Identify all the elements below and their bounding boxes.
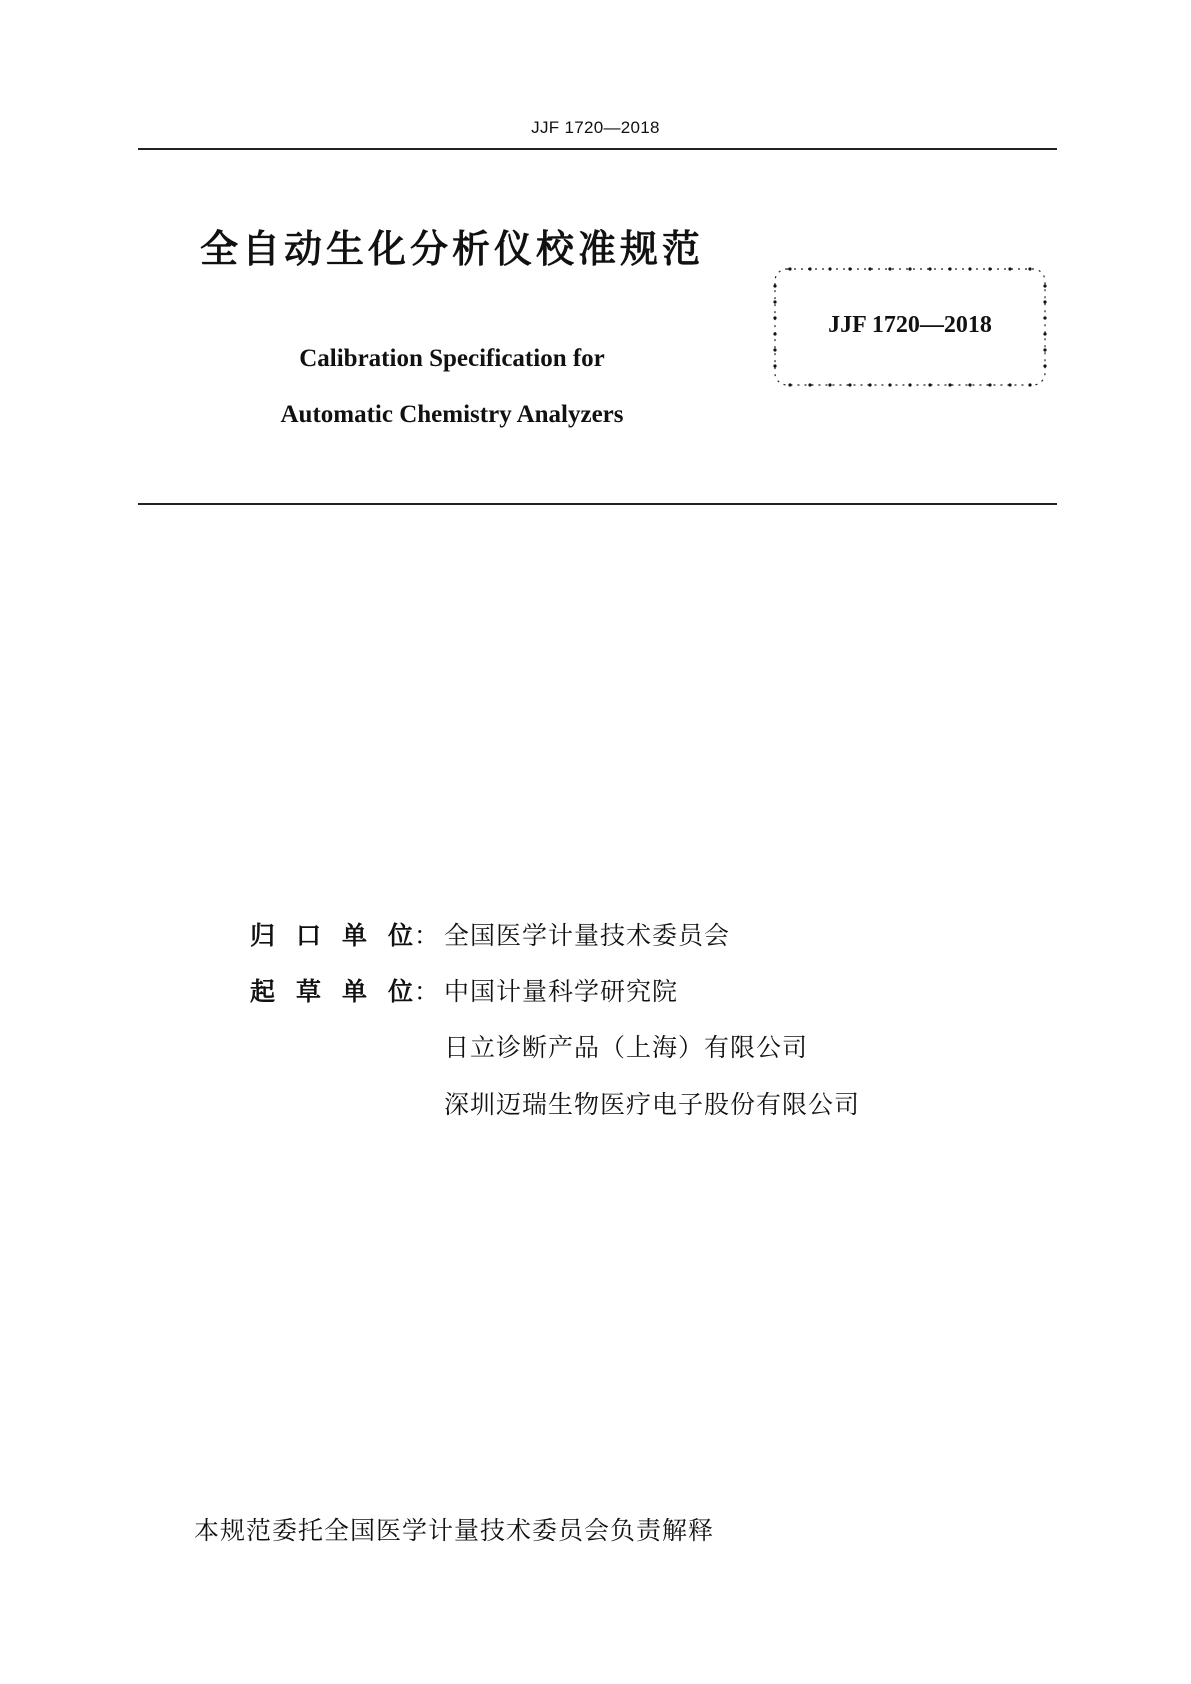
- ornament-dot: [828, 267, 831, 270]
- drafting-unit-value-3: 深圳迈瑞生物医疗电子股份有限公司: [444, 1090, 861, 1119]
- label-char: 口: [296, 921, 322, 950]
- ornament-dot: [788, 383, 791, 386]
- ornament-dot: [788, 267, 791, 270]
- responsible-unit-label: [250, 916, 444, 952]
- title-chinese: 全自动生化分析仪校准规范: [200, 227, 705, 271]
- document-code: JJF 1720—2018: [828, 312, 992, 338]
- ornament-dot: [1043, 284, 1046, 287]
- label-colon: ：: [414, 921, 440, 950]
- document-code-frame: [772, 266, 1048, 388]
- ornament-dot: [1028, 383, 1031, 386]
- title-english-line1: Calibration Specification for: [299, 345, 605, 372]
- ornament-dot: [773, 348, 776, 351]
- ornament-dot: [868, 267, 871, 270]
- ornament-dot: [908, 383, 911, 386]
- ornament-dot: [988, 267, 991, 270]
- ornament-dot: [948, 383, 951, 386]
- label-char: 起: [250, 977, 276, 1006]
- interpretation-note: 本规范委托全国医学计量技术委员会负责解释: [194, 1516, 715, 1545]
- drafting-unit-row: [250, 1028, 808, 1064]
- ornament-dot: [1008, 383, 1011, 386]
- title-english-line2: Automatic Chemistry Analyzers: [280, 401, 624, 428]
- drafting-unit-label: [250, 972, 444, 1008]
- ornament-dot: [928, 267, 931, 270]
- title-divider: [138, 503, 1057, 505]
- ornament-dot: [948, 267, 951, 270]
- label-char: 单: [342, 977, 368, 1006]
- label-char: 归: [250, 921, 276, 950]
- ornament-dot: [773, 284, 776, 287]
- running-header-code: JJF 1720—2018: [531, 118, 660, 137]
- responsible-unit-row: [250, 916, 730, 952]
- label-char: 位: [388, 921, 414, 950]
- ornament-dot: [1028, 267, 1031, 270]
- responsible-unit-value: 全国医学计量技术委员会: [444, 921, 731, 950]
- ornament-dot: [808, 383, 811, 386]
- drafting-unit-value-1: 中国计量科学研究院: [444, 977, 679, 1006]
- header-divider: [138, 148, 1057, 150]
- ornament-dot: [888, 267, 891, 270]
- ornament-dot: [868, 383, 871, 386]
- drafting-unit-value-2: 日立诊断产品（上海）有限公司: [444, 1033, 809, 1062]
- ornament-dot: [848, 267, 851, 270]
- ornament-dot: [1008, 267, 1011, 270]
- label-char: 位: [388, 977, 414, 1006]
- ornament-dot: [808, 267, 811, 270]
- ornament-dot: [968, 383, 971, 386]
- ornament-dot: [1043, 364, 1046, 367]
- drafting-unit-row: [250, 1085, 860, 1121]
- label-char: 单: [342, 921, 368, 950]
- ornament-dot: [773, 300, 776, 303]
- ornament-dot: [988, 383, 991, 386]
- ornament-dot: [928, 383, 931, 386]
- ornament-dot: [908, 267, 911, 270]
- ornament-dot: [1043, 348, 1046, 351]
- ornament-dot: [828, 383, 831, 386]
- label-char: 草: [296, 977, 322, 1006]
- ornament-dot: [773, 364, 776, 367]
- drafting-unit-row: [250, 972, 678, 1008]
- ornament-dot: [848, 383, 851, 386]
- label-colon: ：: [414, 977, 440, 1006]
- ornament-dot: [1043, 300, 1046, 303]
- ornament-dot: [968, 267, 971, 270]
- ornament-dot: [888, 383, 891, 386]
